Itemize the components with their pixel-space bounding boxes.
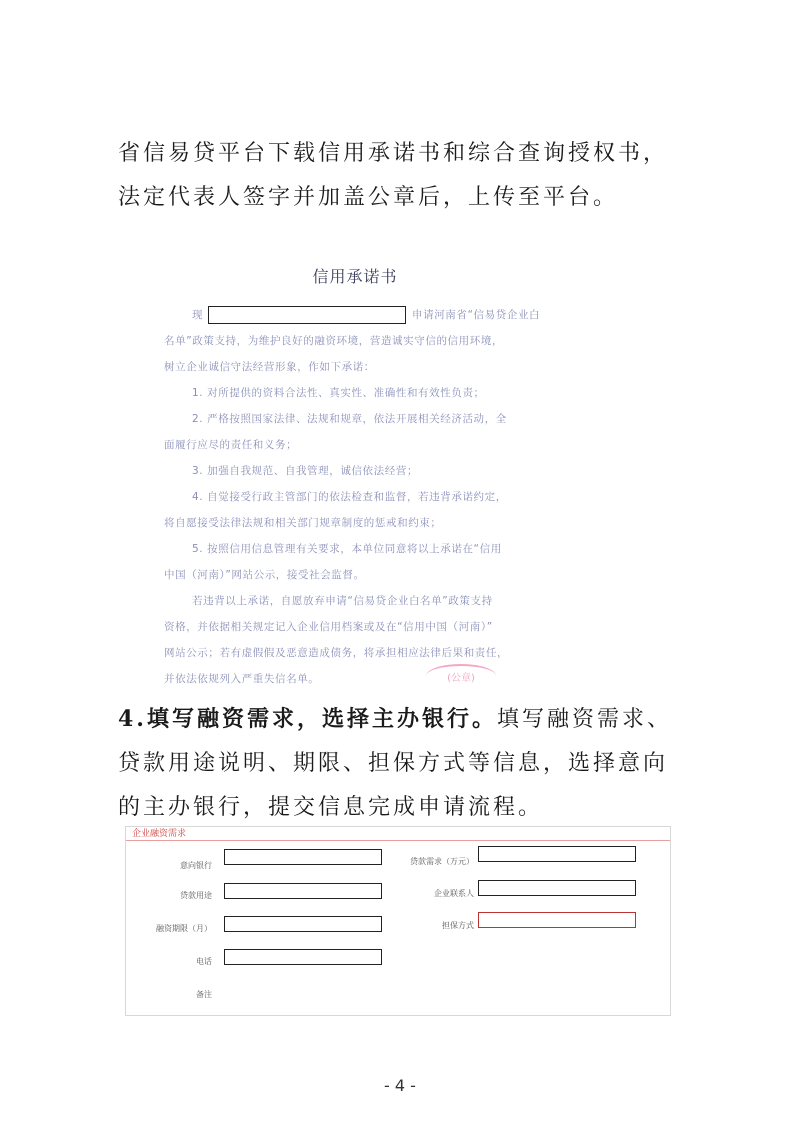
letter-line: 4. 自觉接受行政主管部门的依法检查和监督，若违背承诺约定， xyxy=(192,491,507,503)
loan-purpose-input[interactable] xyxy=(224,883,382,899)
intro-paragraph: 省信易贷平台下载信用承诺书和综合查询授权书，法定代表人签字并加盖公章后，上传至平台。 xyxy=(118,141,669,210)
official-seal-stamp: (公章) xyxy=(426,664,496,688)
term-input[interactable] xyxy=(224,916,382,932)
letter-line: 树立企业诚信守法经营形象，作如下承诺： xyxy=(164,361,375,373)
phone-input[interactable] xyxy=(224,949,382,965)
page-number: - 4 - xyxy=(384,1076,416,1095)
letter-line: 申请河南省“信易贷企业白 xyxy=(412,309,541,321)
form-label-phone: 电话 xyxy=(196,957,212,966)
letter-line: 网站公示；若有虚假假及恶意造成债务，将承担相应法律后果和责任， xyxy=(164,647,509,659)
form-label-remarks: 备注 xyxy=(196,990,212,999)
contact-input[interactable] xyxy=(478,880,636,896)
letter-line: 名单”政策支持，为维护良好的融资环境，营造诚实守信的信用环境， xyxy=(164,335,504,347)
letter-line: 面履行应尽的责任和义务； xyxy=(164,439,298,451)
financing-demand-form-image xyxy=(125,826,671,1016)
letter-title: 信用承诺书 xyxy=(312,267,398,286)
bank-input[interactable] xyxy=(224,849,382,865)
form-label-loan-amount: 贷款需求（万元） xyxy=(410,857,474,866)
letter-line: 若违背以上承诺，自愿放弃申请“信易贷企业白名单”政策支持 xyxy=(192,595,493,607)
letter-line: 现 xyxy=(192,309,204,321)
letter-line: 并依法依规列入严重失信名单。 xyxy=(164,673,320,685)
step4-heading: 4.填写融资需求，选择主办银行。 xyxy=(118,706,497,732)
form-label-loan-purpose: 贷款用途 xyxy=(180,891,212,900)
form-label-contact: 企业联系人 xyxy=(434,889,474,898)
redacted-company-name xyxy=(208,306,406,324)
loan-amount-input[interactable] xyxy=(478,846,636,862)
credit-commitment-letter-image xyxy=(150,256,560,696)
step4-body: 填写融资需求、贷款用途说明、期限、担保方式等信息，选择意向的主办银行，提交信息完成申请流程。 xyxy=(118,707,672,820)
step4-paragraph xyxy=(118,697,688,830)
form-label-guarantee: 担保方式 xyxy=(442,921,474,930)
letter-line: 中国（河南）”网站公示，接受社会监督。 xyxy=(164,569,365,581)
letter-line: 2. 严格按照国家法律、法规和规章，依法开展相关经济活动，全 xyxy=(192,413,507,425)
form-label-term: 融资期限（月） xyxy=(156,924,212,933)
guarantee-select[interactable] xyxy=(478,912,636,928)
letter-line: 1. 对所提供的资料合法性、真实性、准确性和有效性负责； xyxy=(192,387,485,399)
letter-line: 将自愿接受法律法规和相关部门规章制度的惩戒和约束； xyxy=(164,517,442,529)
letter-line: 资格，并依据相关规定记入企业信用档案或及在“信用中国（河南）” xyxy=(164,621,493,633)
form-title: 企业融资需求 xyxy=(126,827,670,841)
letter-line: 3. 加强自我规范、自我管理，诚信依法经营； xyxy=(192,465,419,477)
letter-line: 5. 按照信用信息管理有关要求，本单位同意将以上承诺在“信用 xyxy=(192,543,502,555)
form-label-bank: 意向银行 xyxy=(180,861,212,870)
